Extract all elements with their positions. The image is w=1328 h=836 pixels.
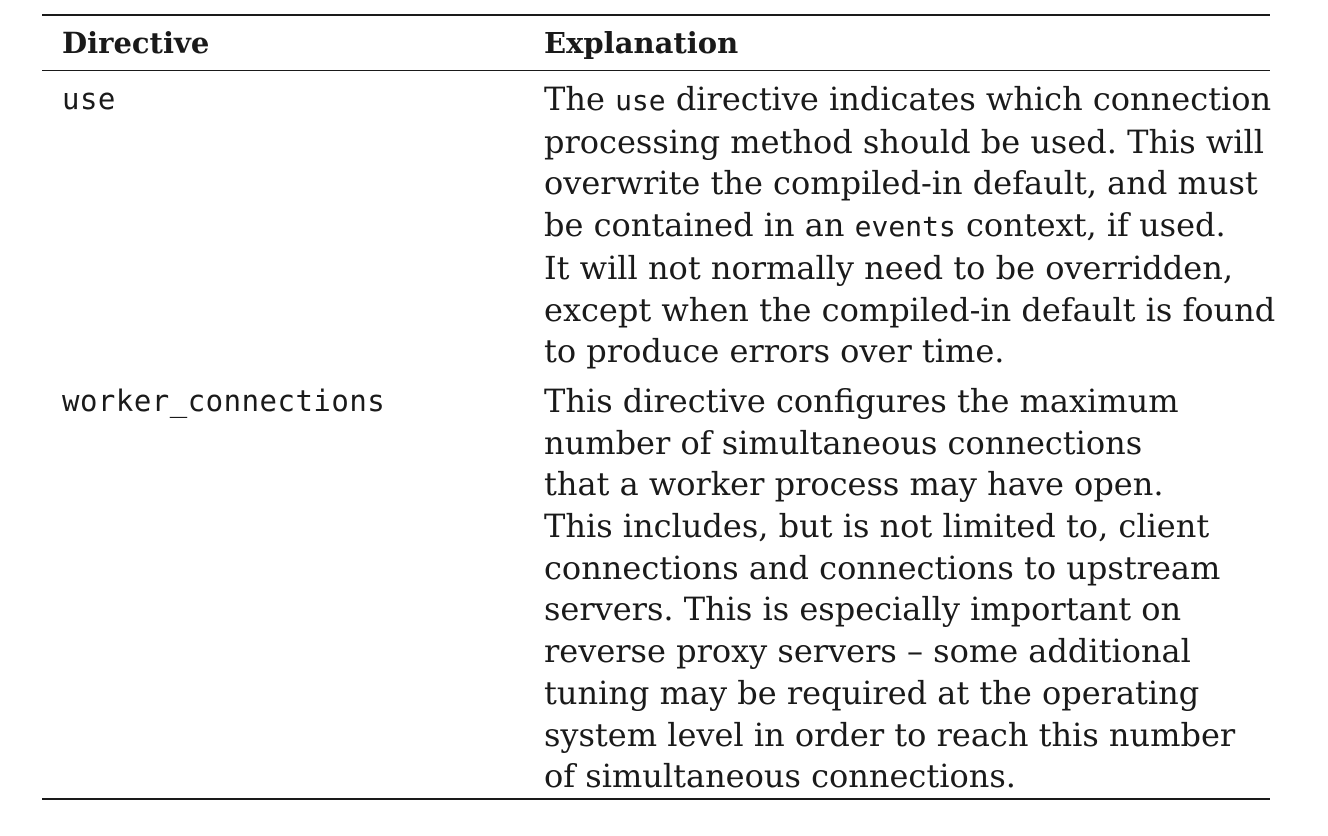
inline-code: use	[615, 84, 666, 117]
table-row	[42, 71, 1276, 373]
explanation-line	[544, 79, 1272, 122]
text-run: be contained in an	[544, 206, 855, 245]
explanation-line: except when the compiled-in default is found	[544, 290, 1276, 329]
directive-cell	[42, 71, 544, 373]
inline-code: events	[854, 210, 956, 244]
directive-name: worker_connections	[62, 383, 386, 418]
table-header-row	[42, 16, 1270, 71]
explanation-line: This directive configures the maximum	[544, 381, 1179, 420]
directives-table	[42, 14, 1276, 800]
explanation-cell	[544, 373, 1270, 798]
header-explanation: Explanation	[544, 26, 739, 60]
explanation-line: to produce errors over time.	[544, 332, 1005, 371]
explanation-line: processing method should be used. This will	[544, 122, 1264, 161]
text-run: The	[544, 80, 616, 118]
explanation-line: of simultaneous connections.	[544, 757, 1016, 796]
explanation-line: connections and connections to upstream	[544, 548, 1221, 587]
header-directive: Directive	[62, 26, 210, 60]
explanation-line: servers. This is especially important on	[544, 590, 1182, 629]
explanation-cell	[544, 71, 1276, 373]
directive-name: use	[62, 82, 116, 116]
explanation-line: number of simultaneous connections	[544, 423, 1143, 462]
explanation-line: It will not normally need to be overridden,	[544, 248, 1233, 287]
explanation-line: that a worker process may have open.	[544, 465, 1164, 504]
explanation-line: system level in order to reach this number	[544, 715, 1236, 754]
text-run: directive indicates which connection	[665, 80, 1272, 118]
explanation-line: This includes, but is not limited to, client	[544, 507, 1210, 546]
text-run: context, if used.	[955, 206, 1226, 245]
directive-cell	[42, 373, 544, 798]
table-row	[42, 373, 1270, 798]
explanation-line	[544, 205, 1260, 248]
explanation-line: tuning may be required at the operating	[544, 673, 1200, 712]
explanation-line: reverse proxy servers – some additional	[544, 632, 1191, 671]
explanation-line: overwrite the compiled-in default, and must	[544, 164, 1258, 203]
